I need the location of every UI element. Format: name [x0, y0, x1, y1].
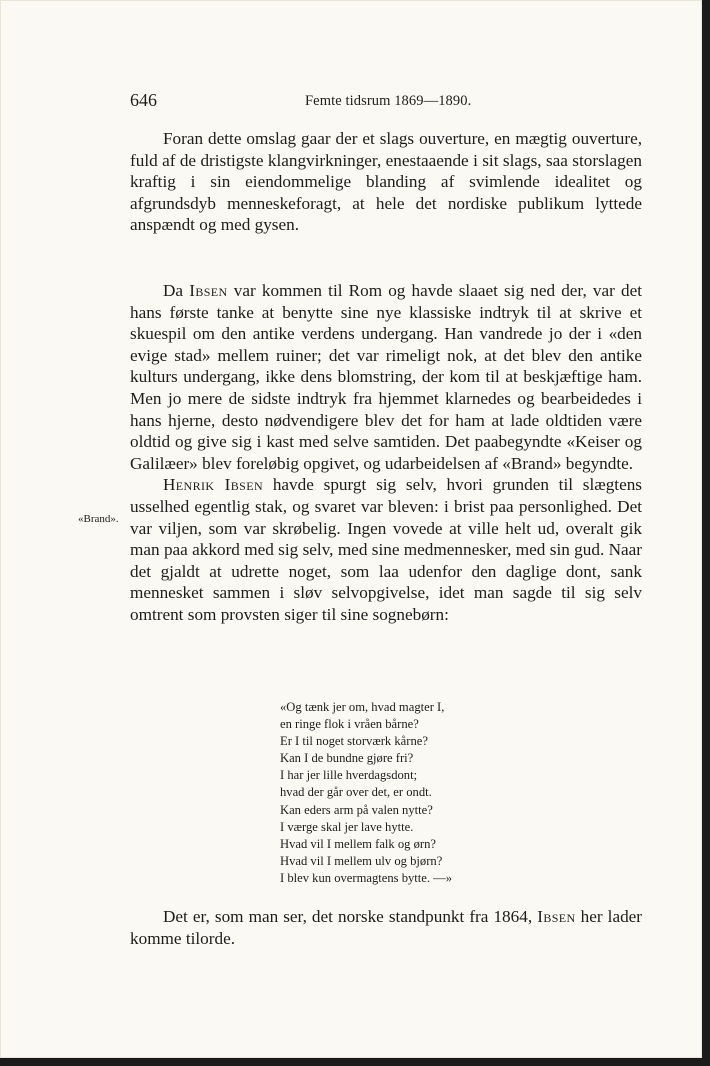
poem-line: Hvad vil I mellem ulv og bjørn? [280, 853, 443, 868]
paragraph-overture [130, 128, 642, 236]
author-name: Ibsen [189, 281, 228, 300]
poem-line: I værge skal jer lave hytte. [280, 819, 414, 834]
paragraph-body: havde spurgt sig selv, hvori grunden til slægtens usselhed egentlig stak, og svaret var bleven: i brist paa personlighed. Det var viljen, som var skrøbelig. Ingen vovede at ville helt ud, overalt gik man paa akkord med sig selv, med sine medmennesker, med sin gud. Naar det gjaldt at udrette noget, som laa udenfor den daglige dont, sank mennesket sammen i sløv selvopgivelse, idet man sagde til sig selv omtrent som provsten siger til sine sognebørn: [130, 475, 642, 624]
poem-line: I har jer lille hverdagsdont; [280, 768, 418, 783]
poem-line: «Og tænk jer om, hvad magter I, [280, 700, 445, 714]
page-number: 646 [130, 90, 157, 110]
running-title: Femte tidsrum 1869—1890. [305, 93, 472, 109]
poem-line: Er I til noget storværk kårne? [280, 734, 428, 749]
poem-line: I blev kun overmagtens bytte. —» [280, 870, 453, 885]
poem-line: hvad der går over det, er ondt. [280, 785, 432, 800]
paragraph-conclusion [130, 906, 642, 949]
paragraph-text [130, 906, 642, 949]
author-name: Henrik Ibsen [163, 475, 264, 495]
paragraph-text [130, 280, 642, 474]
poem-line: Kan I de bundne gjøre fri? [280, 751, 414, 766]
author-name: Ibsen [537, 907, 576, 926]
paragraph-text [130, 474, 642, 625]
paragraph-body: Det er, som man ser, det norske standpunkt fra 1864, [163, 907, 533, 926]
poem-line: en ringe flok i vråen bårne? [280, 717, 419, 732]
margin-note-brand: «Brand». [78, 513, 119, 525]
paragraph-text: Foran dette omslag gaar der et slags ouverture, en mægtig ouverture, fuld af de dristigste klangvirkninger, enestaaende i sit slags, saa storslagen kraftig i sin eiendommelige blanding af svimlende idealitet og afgrundsdyb menneskeforagt, at hele det nordiske publikum lyttede anspændt og med gysen. [130, 129, 642, 235]
paragraph-rome [130, 280, 642, 626]
poem-line: Hvad vil I mellem falk og ørn? [280, 836, 436, 851]
paragraph-body: var kommen til Rom og havde slaaet sig ned der, var det hans første tanke at benytte sine nye klassiske indtryk til at skrive et skuespil om den antike verdens undergang. Han vandrede jo der i «den evige stad» mellem ruiner; det var rimeligt nok, at det blev den antike kulturs undergang, ikke dens blomstring, der kom til at beskjæftige ham. Men jo mere de sidste indtryk fra hjemmet klarnedes og bearbeidedes i hans hjerne, desto nødvendigere blev det for ham at lade oldtiden være oldtid og give sig i kast med selve samtiden. Det paabegyndte «Keiser og Galilæer» blev foreløbig opgivet, og udarbeidelsen af «Brand» begyndte. [130, 281, 643, 473]
poem-line: Kan eders arm på valen nytte? [280, 802, 433, 817]
page-header [130, 88, 642, 114]
poem-quote [280, 699, 510, 887]
paragraph-tail: her lader komme tilorde. [130, 907, 643, 948]
paragraph-lead: Da [163, 281, 184, 300]
